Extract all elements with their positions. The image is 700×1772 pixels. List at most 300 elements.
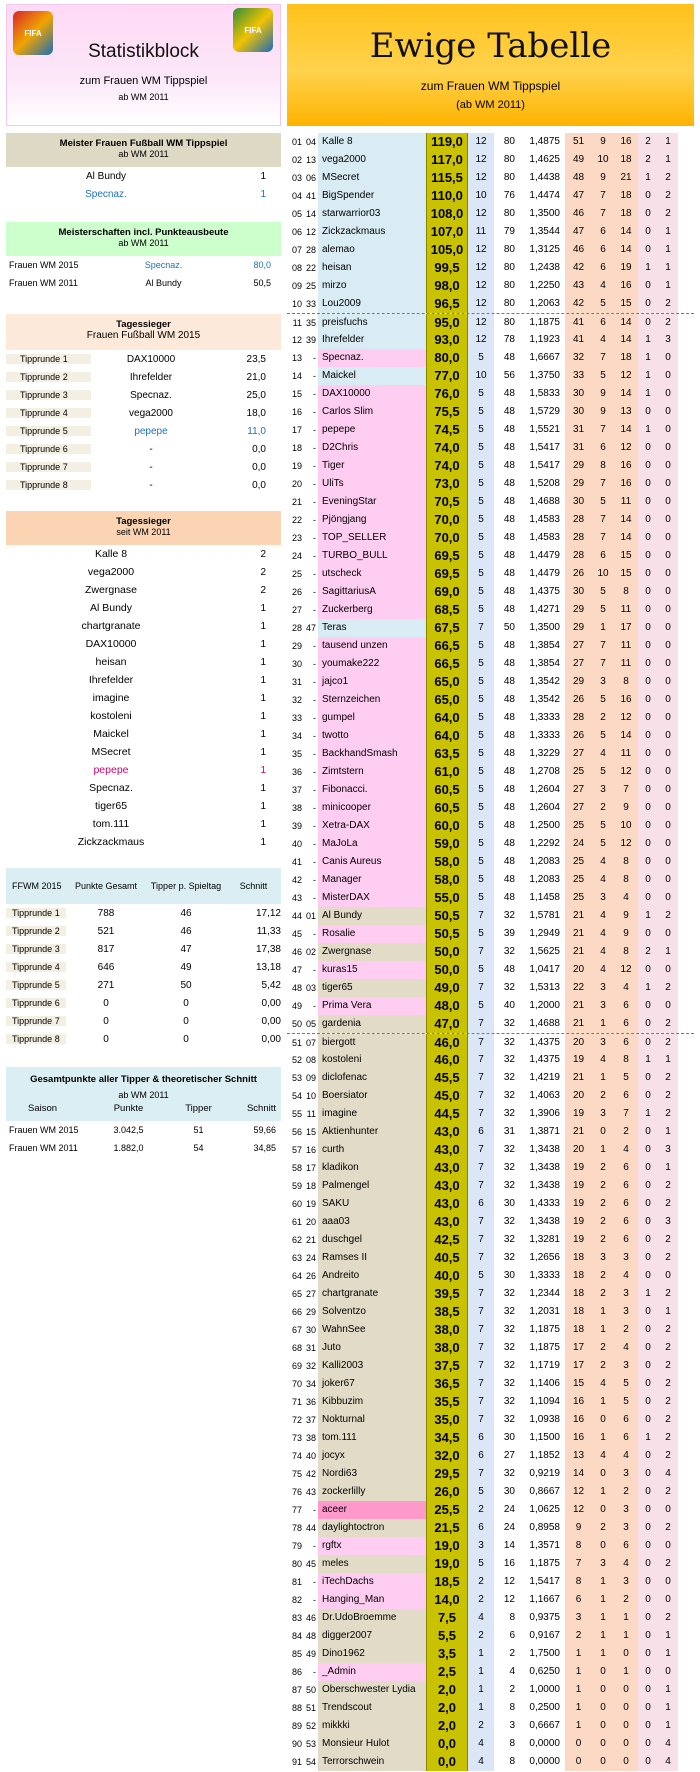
table-row: 08 22 heisan 99,5 12 80 1,2438 42 6 19 1 1 xyxy=(287,259,694,277)
table-row: 79 - rgftx 19,0 3 14 1,3571 8 0 6 0 0 xyxy=(287,1537,694,1555)
player-name: Dr.UdoBroemme xyxy=(318,1609,426,1627)
points: 43,0 xyxy=(426,1195,468,1213)
table-row: 68 31 Juto 38,0 7 32 1,1875 17 2 4 0 2 xyxy=(287,1339,694,1357)
table-row: 13 - Specnaz. 80,0 5 48 1,6667 32 7 18 1 0 xyxy=(287,349,694,367)
player-name: Kalli2003 xyxy=(318,1357,426,1375)
points: 80,0 xyxy=(426,349,468,367)
player-name: minicooper xyxy=(318,799,426,817)
points: 69,0 xyxy=(426,583,468,601)
table-row: 75 42 Nordi63 29,5 7 32 0,9219 14 0 3 0 4 xyxy=(287,1465,694,1483)
tagessieger-all-title: Tagessieger xyxy=(116,516,171,527)
table-row: 48 03 tiger65 49,0 7 32 1,5313 22 3 4 1 2 xyxy=(287,979,694,997)
tagessieger-all-row: chartgranate 1 xyxy=(81,620,266,632)
player-name: Monsieur Hulot xyxy=(318,1735,426,1753)
player-name: D2Chris xyxy=(318,439,426,457)
player-name: Hanging_Man xyxy=(318,1591,426,1609)
table-row: 27 - Zuckerberg 68,5 5 48 1,4271 29 5 11 0 0 xyxy=(287,601,694,619)
table-row: 83 46 Dr.UdoBroemme 7,5 4 8 0,9375 3 1 1 0 2 xyxy=(287,1609,694,1627)
player-name: youmake222 xyxy=(318,655,426,673)
points: 43,0 xyxy=(426,1123,468,1141)
meisterschaften-row: Frauen WM 2011 Al Bundy 50,5 xyxy=(9,278,271,288)
points: 61,0 xyxy=(426,763,468,781)
player-name: Palmengel xyxy=(318,1177,426,1195)
table-row: 78 44 daylightoctron 21,5 6 24 0,8958 9 2 3 0 2 xyxy=(287,1519,694,1537)
table-row: 58 17 kladikon 43,0 7 32 1,3438 19 2 6 0 1 xyxy=(287,1159,694,1177)
player-name: Ihrefelder xyxy=(318,331,426,349)
player-name: Solventzo xyxy=(318,1303,426,1321)
player-name: Kalle 8 xyxy=(318,133,426,151)
player-name: curth xyxy=(318,1141,426,1159)
gesamtpunkte-box xyxy=(6,1067,281,1157)
player-name: Xetra-DAX xyxy=(318,817,426,835)
points: 44,5 xyxy=(426,1105,468,1123)
player-name: jajco1 xyxy=(318,673,426,691)
ewige-tabelle-subtitle: zum Frauen WM Tippspiel xyxy=(420,79,561,93)
player-name: duschgel xyxy=(318,1231,426,1249)
fifa-logo-right-icon: FIFA xyxy=(233,8,273,52)
table-row: 12 39 Ihrefelder 93,0 12 78 1,1923 41 4 14 1 3 xyxy=(287,331,694,349)
points: 45,0 xyxy=(426,1087,468,1105)
player-name: preisfuchs xyxy=(318,314,426,331)
player-name: SagittariusA xyxy=(318,583,426,601)
points: 29,5 xyxy=(426,1465,468,1483)
table-row: 55 11 imagine 44,5 7 32 1,3906 19 3 7 1 2 xyxy=(287,1105,694,1123)
tagessieger-all-row: Maickel 1 xyxy=(93,728,266,740)
table-row: 77 - aceer 25,5 2 24 1,0625 12 0 3 0 0 xyxy=(287,1501,694,1519)
table-row: 18 - D2Chris 74,0 5 48 1,5417 31 6 12 0 0 xyxy=(287,439,694,457)
table-row: 63 24 Ramses II 40,5 7 32 1,2656 18 3 3 0 2 xyxy=(287,1249,694,1267)
table-row: 70 34 joker67 36,5 7 32 1,1406 15 4 5 0 2 xyxy=(287,1375,694,1393)
table-row: 73 38 tom.111 34,5 6 30 1,1500 16 1 6 1 2 xyxy=(287,1429,694,1447)
points: 36,5 xyxy=(426,1375,468,1393)
table-row: 24 - TURBO_BULL 69,5 5 48 1,4479 28 6 15 0 0 xyxy=(287,547,694,565)
fifa-logo-left-icon: FIFA xyxy=(13,11,53,55)
points: 19,0 xyxy=(426,1555,468,1573)
points: 60,0 xyxy=(426,817,468,835)
player-name: _Admin xyxy=(318,1663,426,1681)
table-row: 03 06 MSecret 115,5 12 80 1,4438 48 9 21 1 2 xyxy=(287,169,694,187)
player-name: Sternzeichen xyxy=(318,691,426,709)
tagessieger-2015-row: Tipprunde 2 Ihrefelder 21,0 xyxy=(6,368,281,386)
meisterschaften-box xyxy=(6,222,281,294)
points: 43,0 xyxy=(426,1177,468,1195)
ffwm-row: Tipprunde 8 0 0 0,00 xyxy=(6,1030,281,1048)
player-name: Lou2009 xyxy=(318,295,426,313)
ffwm-row: Tipprunde 2 521 46 11,33 xyxy=(6,922,281,940)
tagessieger-all-row: MSecret 1 xyxy=(91,746,266,758)
points: 35,0 xyxy=(426,1411,468,1429)
points: 66,5 xyxy=(426,637,468,655)
table-row: 66 29 Solventzo 38,5 7 32 1,2031 18 1 3 0 1 xyxy=(287,1303,694,1321)
points: 38,5 xyxy=(426,1303,468,1321)
tagessieger-2015-title: Tagessieger xyxy=(116,319,171,330)
player-name: Dino1962 xyxy=(318,1645,426,1663)
player-name: diclofenac xyxy=(318,1069,426,1087)
player-name: Aktienhunter xyxy=(318,1123,426,1141)
points: 73,0 xyxy=(426,475,468,493)
tagessieger-all-row: pepepe 1 xyxy=(93,764,266,776)
player-name: Manager xyxy=(318,871,426,889)
tagessieger-2015-row: Tipprunde 5 pepepe 11,0 xyxy=(6,422,281,440)
points: 39,5 xyxy=(426,1285,468,1303)
player-name: gardenia xyxy=(318,1015,426,1033)
table-row: 65 27 chartgranate 39,5 7 32 1,2344 18 2 3 1 2 xyxy=(287,1285,694,1303)
table-row: 04 41 BigSpender 110,0 10 76 1,4474 47 7 18 0 2 xyxy=(287,187,694,205)
meisterschaften-row: Frauen WM 2015 Specnaz. 80,0 xyxy=(9,260,271,270)
points: 65,0 xyxy=(426,691,468,709)
points: 21,5 xyxy=(426,1519,468,1537)
points: 2,0 xyxy=(426,1717,468,1735)
table-row: 57 16 curth 43,0 7 32 1,3438 20 1 4 0 3 xyxy=(287,1141,694,1159)
table-row: 25 - utscheck 69,5 5 48 1,4479 26 10 15 0 0 xyxy=(287,565,694,583)
table-row: 35 - BackhandSmash 63,5 5 48 1,3229 27 4 11 0 0 xyxy=(287,745,694,763)
table-row: 22 - Pjöngjang 70,0 5 48 1,4583 28 7 14 0 0 xyxy=(287,511,694,529)
table-row: 74 40 jocyx 32,0 6 27 1,1852 13 4 4 0 2 xyxy=(287,1447,694,1465)
points: 95,0 xyxy=(426,314,468,331)
table-row: 34 - twotto 64,0 5 48 1,3333 26 5 14 0 0 xyxy=(287,727,694,745)
table-row: 26 - SagittariusA 69,0 5 48 1,4375 30 5 8 0 0 xyxy=(287,583,694,601)
points: 2,0 xyxy=(426,1699,468,1717)
points: 3,5 xyxy=(426,1645,468,1663)
points: 38,0 xyxy=(426,1321,468,1339)
points: 69,5 xyxy=(426,565,468,583)
table-row: 62 21 duschgel 42,5 7 32 1,3281 19 2 6 0 2 xyxy=(287,1231,694,1249)
table-row: 23 - TOP_SELLER 70,0 5 48 1,4583 28 7 14 0 0 xyxy=(287,529,694,547)
points: 64,0 xyxy=(426,709,468,727)
statistikblock-subtitle: zum Frauen WM Tippspiel xyxy=(79,75,208,87)
points: 74,0 xyxy=(426,457,468,475)
ffwm-row: Tipprunde 6 0 0 0,00 xyxy=(6,994,281,1012)
player-name: kostoleni xyxy=(318,1051,426,1069)
player-name: WahnSee xyxy=(318,1321,426,1339)
player-name: MSecret xyxy=(318,169,426,187)
table-row: 21 - EveningStar 70,5 5 48 1,4688 30 5 11 0 0 xyxy=(287,493,694,511)
points: 76,0 xyxy=(426,385,468,403)
points: 35,5 xyxy=(426,1393,468,1411)
player-name: Prima Vera xyxy=(318,997,426,1015)
player-name: utscheck xyxy=(318,565,426,583)
gesamtpunkte-row: Frauen WM 2015 3.042,5 51 59,66 xyxy=(9,1125,276,1135)
player-name: jocyx xyxy=(318,1447,426,1465)
table-row: 85 49 Dino1962 3,5 1 2 1,7500 1 1 0 0 1 xyxy=(287,1645,694,1663)
player-name: Nokturnal xyxy=(318,1411,426,1429)
meister-since: ab WM 2011 xyxy=(118,149,169,159)
table-row: 02 13 vega2000 117,0 12 80 1,4625 49 10 18 2 1 xyxy=(287,151,694,169)
player-name: gumpel xyxy=(318,709,426,727)
points: 2,0 xyxy=(426,1681,468,1699)
player-name: MisterDAX xyxy=(318,889,426,907)
table-row: 11 35 preisfuchs 95,0 12 80 1,1875 41 6 14 0 2 xyxy=(287,313,694,331)
meister-row: Al Bundy 1 xyxy=(85,170,266,182)
player-name: tiger65 xyxy=(318,979,426,997)
tagessieger-all-subtitle: seit WM 2011 xyxy=(116,527,171,537)
player-name: Kibbuzim xyxy=(318,1393,426,1411)
points: 25,5 xyxy=(426,1501,468,1519)
points: 119,0 xyxy=(426,133,468,151)
player-name: MaJoLa xyxy=(318,835,426,853)
player-name: biergott xyxy=(318,1034,426,1051)
points: 5,5 xyxy=(426,1627,468,1645)
points: 26,0 xyxy=(426,1483,468,1501)
table-row: 80 45 meles 19,0 5 16 1,1875 7 3 4 0 2 xyxy=(287,1555,694,1573)
tagessieger-all-row: tom.111 1 xyxy=(92,818,266,830)
player-name: kladikon xyxy=(318,1159,426,1177)
points: 105,0 xyxy=(426,241,468,259)
points: 34,5 xyxy=(426,1429,468,1447)
table-row: 31 - jajco1 65,0 5 48 1,3542 29 3 8 0 0 xyxy=(287,673,694,691)
table-row: 28 47 Teras 67,5 7 50 1,3500 29 1 17 0 0 xyxy=(287,619,694,637)
player-name: daylightoctron xyxy=(318,1519,426,1537)
player-name: digger2007 xyxy=(318,1627,426,1645)
points: 75,5 xyxy=(426,403,468,421)
tagessieger-all-row: Al Bundy 1 xyxy=(89,602,266,614)
ewige-tabelle-title: Ewige Tabelle xyxy=(369,26,612,66)
points: 98,0 xyxy=(426,277,468,295)
points: 46,0 xyxy=(426,1034,468,1051)
table-row: 82 - Hanging_Man 14,0 2 12 1,1667 6 1 2 0 0 xyxy=(287,1591,694,1609)
ffwm-stats-box xyxy=(6,868,281,1048)
table-row: 39 - Xetra-DAX 60,0 5 48 1,2500 25 5 10 0 0 xyxy=(287,817,694,835)
ffwm-row: Tipprunde 5 271 50 5,42 xyxy=(6,976,281,994)
points: 49,0 xyxy=(426,979,468,997)
table-row: 50 05 gardenia 47,0 7 32 1,4688 21 1 6 0 2 xyxy=(287,1015,694,1033)
ewige-tabelle-header xyxy=(287,4,694,126)
player-name: Boersiator xyxy=(318,1087,426,1105)
table-row: 30 - youmake222 66,5 5 48 1,3854 27 7 11 0 0 xyxy=(287,655,694,673)
table-row: 91 54 Terrorschwein 0,0 4 8 0,0000 0 0 0 0 4 xyxy=(287,1753,694,1771)
player-name: joker67 xyxy=(318,1375,426,1393)
table-row: 81 - iTechDachs 18,5 2 12 1,5417 8 1 3 0 0 xyxy=(287,1573,694,1591)
tagessieger-all-row: kostoleni 1 xyxy=(90,710,266,722)
ffwm-row: Tipprunde 7 0 0 0,00 xyxy=(6,1012,281,1030)
points: 107,0 xyxy=(426,223,468,241)
player-name: Oberschwester Lydia xyxy=(318,1681,426,1699)
table-row: 17 - pepepe 74,5 5 48 1,5521 31 7 14 1 0 xyxy=(287,421,694,439)
table-row: 07 28 alemao 105,0 12 80 1,3125 46 6 14 0 1 xyxy=(287,241,694,259)
points: 43,0 xyxy=(426,1213,468,1231)
points: 19,0 xyxy=(426,1537,468,1555)
table-row: 36 - Zimtstern 61,0 5 48 1,2708 25 5 12 0 0 xyxy=(287,763,694,781)
table-row: 64 26 Andreito 40,0 5 30 1,3333 18 2 4 0 0 xyxy=(287,1267,694,1285)
points: 70,0 xyxy=(426,529,468,547)
points: 47,0 xyxy=(426,1015,468,1033)
player-name: UliTs xyxy=(318,475,426,493)
player-name: Pjöngjang xyxy=(318,511,426,529)
table-row: 40 - MaJoLa 59,0 5 48 1,2292 24 5 12 0 0 xyxy=(287,835,694,853)
player-name: Rosalie xyxy=(318,925,426,943)
meister-title: Meister Frauen Fußball WM Tippspiel xyxy=(59,138,228,149)
points: 50,5 xyxy=(426,907,468,925)
points: 99,5 xyxy=(426,259,468,277)
points: 59,0 xyxy=(426,835,468,853)
player-name: chartgranate xyxy=(318,1285,426,1303)
tagessieger-2015-row: Tipprunde 8 - 0,0 xyxy=(6,476,281,494)
tagessieger-all-row: heisan 1 xyxy=(95,656,266,668)
points: 50,5 xyxy=(426,925,468,943)
player-name: Carlos Slim xyxy=(318,403,426,421)
player-name: aceer xyxy=(318,1501,426,1519)
points: 50,0 xyxy=(426,961,468,979)
player-name: Andreito xyxy=(318,1267,426,1285)
points: 40,0 xyxy=(426,1267,468,1285)
player-name: Zwergnase xyxy=(318,943,426,961)
player-name: Trendscout xyxy=(318,1699,426,1717)
player-name: TOP_SELLER xyxy=(318,529,426,547)
player-name: Fibonacci. xyxy=(318,781,426,799)
tagessieger-all-box xyxy=(6,511,281,851)
player-name: Tiger xyxy=(318,457,426,475)
player-name: tom.111 xyxy=(318,1429,426,1447)
table-row: 09 25 mirzo 98,0 12 80 1,2250 43 4 16 0 1 xyxy=(287,277,694,295)
player-name: SAKU xyxy=(318,1195,426,1213)
table-row: 61 20 aaa03 43,0 7 32 1,3438 19 2 6 0 3 xyxy=(287,1213,694,1231)
ffwm-row: Tipprunde 1 788 46 17,12 xyxy=(6,904,281,922)
table-row: 05 14 starwarrior03 108,0 12 80 1,3500 46 7 18 0 2 xyxy=(287,205,694,223)
player-name: alemao xyxy=(318,241,426,259)
points: 38,0 xyxy=(426,1339,468,1357)
player-name: Zimtstern xyxy=(318,763,426,781)
player-name: imagine xyxy=(318,1105,426,1123)
points: 69,5 xyxy=(426,547,468,565)
player-name: Juto xyxy=(318,1339,426,1357)
tagessieger-all-row: DAX10000 1 xyxy=(85,638,266,650)
player-name: iTechDachs xyxy=(318,1573,426,1591)
points: 117,0 xyxy=(426,151,468,169)
points: 93,0 xyxy=(426,331,468,349)
points: 48,0 xyxy=(426,997,468,1015)
tagessieger-all-row: Zwergnase 2 xyxy=(85,584,266,596)
points: 14,0 xyxy=(426,1591,468,1609)
gesamtpunkte-title: Gesamtpunkte aller Tipper & theoretischer Schnitt xyxy=(30,1074,257,1085)
meisterschaften-title: Meisterschaften incl. Punkteausbeute xyxy=(58,227,229,238)
points: 110,0 xyxy=(426,187,468,205)
player-name: heisan xyxy=(318,259,426,277)
points: 42,5 xyxy=(426,1231,468,1249)
points: 96,5 xyxy=(426,295,468,313)
table-row: 53 09 diclofenac 45,5 7 32 1,4219 21 1 5 0 2 xyxy=(287,1069,694,1087)
player-name: Maickel xyxy=(318,367,426,385)
tagessieger-all-row: Kalle 8 2 xyxy=(94,548,266,560)
table-row: 67 30 WahnSee 38,0 7 32 1,1875 18 1 2 0 2 xyxy=(287,1321,694,1339)
player-name: mikkki xyxy=(318,1717,426,1735)
meisterschaften-since: ab WM 2011 xyxy=(118,238,169,248)
player-name: rgftx xyxy=(318,1537,426,1555)
statistikblock-title: Statistikblock xyxy=(88,41,199,62)
table-row: 52 08 kostoleni 46,0 7 32 1,4375 19 4 8 1 1 xyxy=(287,1051,694,1069)
gesamtpunkte-since: ab WM 2011 xyxy=(118,1090,169,1100)
meister-box xyxy=(6,133,281,203)
table-row: 38 - minicooper 60,5 5 48 1,2604 27 2 9 0 0 xyxy=(287,799,694,817)
ewige-tabelle-since: (ab WM 2011) xyxy=(456,99,525,111)
table-row: 49 - Prima Vera 48,0 5 40 1,2000 21 3 6 0 0 xyxy=(287,997,694,1015)
player-name: EveningStar xyxy=(318,493,426,511)
points: 46,0 xyxy=(426,1051,468,1069)
table-row: 59 18 Palmengel 43,0 7 32 1,3438 19 2 6 0 2 xyxy=(287,1177,694,1195)
tagessieger-all-row: tiger65 1 xyxy=(94,800,266,812)
ffwm-header-row: FFWM 2015 Punkte Gesamt Tipper p. Spieltag Schnitt xyxy=(6,868,281,904)
ffwm-row: Tipprunde 4 646 49 13,18 xyxy=(6,958,281,976)
player-name: Al Bundy xyxy=(318,907,426,925)
points: 74,5 xyxy=(426,421,468,439)
table-row: 56 15 Aktienhunter 43,0 6 31 1,3871 21 0 2 0 1 xyxy=(287,1123,694,1141)
table-row: 86 - _Admin 2,5 1 4 0,6250 1 0 1 0 0 xyxy=(287,1663,694,1681)
tagessieger-2015-row: Tipprunde 3 Specnaz. 25,0 xyxy=(6,386,281,404)
tagessieger-all-row: vega2000 2 xyxy=(87,566,266,578)
points: 108,0 xyxy=(426,205,468,223)
tagessieger-all-row: Specnaz. 1 xyxy=(89,782,266,794)
table-row: 76 43 zockerlilly 26,0 5 30 0,8667 12 1 2 0 2 xyxy=(287,1483,694,1501)
table-row: 84 48 digger2007 5,5 2 6 0,9167 2 1 1 0 1 xyxy=(287,1627,694,1645)
player-name: kuras15 xyxy=(318,961,426,979)
points: 66,5 xyxy=(426,655,468,673)
tagessieger-2015-box xyxy=(6,314,281,494)
player-name: tausend unzen xyxy=(318,637,426,655)
points: 37,5 xyxy=(426,1357,468,1375)
table-row: 33 - gumpel 64,0 5 48 1,3333 28 2 12 0 0 xyxy=(287,709,694,727)
points: 43,0 xyxy=(426,1141,468,1159)
player-name: Ramses II xyxy=(318,1249,426,1267)
table-row: 45 - Rosalie 50,5 5 39 1,2949 21 4 9 0 0 xyxy=(287,925,694,943)
points: 7,5 xyxy=(426,1609,468,1627)
table-row: 32 - Sternzeichen 65,0 5 48 1,3542 26 5 16 0 0 xyxy=(287,691,694,709)
table-row: 14 - Maickel 77,0 10 56 1,3750 33 5 12 1 0 xyxy=(287,367,694,385)
player-name: Zuckerberg xyxy=(318,601,426,619)
points: 58,0 xyxy=(426,871,468,889)
points: 40,5 xyxy=(426,1249,468,1267)
table-row: 16 - Carlos Slim 75,5 5 48 1,5729 30 9 13 0 0 xyxy=(287,403,694,421)
table-row: 88 51 Trendscout 2,0 1 8 0,2500 1 0 0 0 1 xyxy=(287,1699,694,1717)
points: 65,0 xyxy=(426,673,468,691)
tagessieger-all-row: Ihrefelder 1 xyxy=(88,674,266,686)
gesamtpunkte-row: Frauen WM 2011 1.882,0 54 34,85 xyxy=(9,1143,276,1153)
points: 64,0 xyxy=(426,727,468,745)
table-row: 42 - Manager 58,0 5 48 1,2083 25 4 8 0 0 xyxy=(287,871,694,889)
table-row: 71 36 Kibbuzim 35,5 7 32 1,1094 16 1 5 0 2 xyxy=(287,1393,694,1411)
points: 60,5 xyxy=(426,799,468,817)
table-row: 89 52 mikkki 2,0 2 3 0,6667 1 0 0 0 1 xyxy=(287,1717,694,1735)
tagessieger-2015-subtitle: Frauen Fußball WM 2015 xyxy=(86,330,201,341)
ffwm-row: Tipprunde 3 817 47 17,38 xyxy=(6,940,281,958)
player-name: meles xyxy=(318,1555,426,1573)
player-name: Specnaz. xyxy=(318,349,426,367)
points: 68,5 xyxy=(426,601,468,619)
table-row: 44 01 Al Bundy 50,5 7 32 1,5781 21 4 9 1 2 xyxy=(287,907,694,925)
table-row: 72 37 Nokturnal 35,0 7 32 1,0938 16 0 6 0 2 xyxy=(287,1411,694,1429)
table-row: 43 - MisterDAX 55,0 5 48 1,1458 25 3 4 0 0 xyxy=(287,889,694,907)
points: 74,0 xyxy=(426,439,468,457)
gesamtpunkte-header-row: Saison Punkte Tipper Schnitt xyxy=(28,1102,276,1114)
table-row: 46 02 Zwergnase 50,0 7 32 1,5625 21 4 8 2 1 xyxy=(287,943,694,961)
points: 50,0 xyxy=(426,943,468,961)
table-row: 29 - tausend unzen 66,5 5 48 1,3854 27 7 11 0 0 xyxy=(287,637,694,655)
table-row: 01 04 Kalle 8 119,0 12 80 1,4875 51 9 16 2 1 xyxy=(287,133,694,151)
player-name: vega2000 xyxy=(318,151,426,169)
points: 32,0 xyxy=(426,1447,468,1465)
points: 2,5 xyxy=(426,1663,468,1681)
player-name: mirzo xyxy=(318,277,426,295)
player-name: DAX10000 xyxy=(318,385,426,403)
points: 63,5 xyxy=(426,745,468,763)
table-row: 69 32 Kalli2003 37,5 7 32 1,1719 17 2 3 0 2 xyxy=(287,1357,694,1375)
table-row: 41 - Canis Aureus 58,0 5 48 1,2083 25 4 8 0 0 xyxy=(287,853,694,871)
player-name: Zickzackmaus xyxy=(318,223,426,241)
points: 55,0 xyxy=(426,889,468,907)
points: 18,5 xyxy=(426,1573,468,1591)
points: 115,5 xyxy=(426,169,468,187)
player-name: twotto xyxy=(318,727,426,745)
points: 70,5 xyxy=(426,493,468,511)
points: 45,5 xyxy=(426,1069,468,1087)
